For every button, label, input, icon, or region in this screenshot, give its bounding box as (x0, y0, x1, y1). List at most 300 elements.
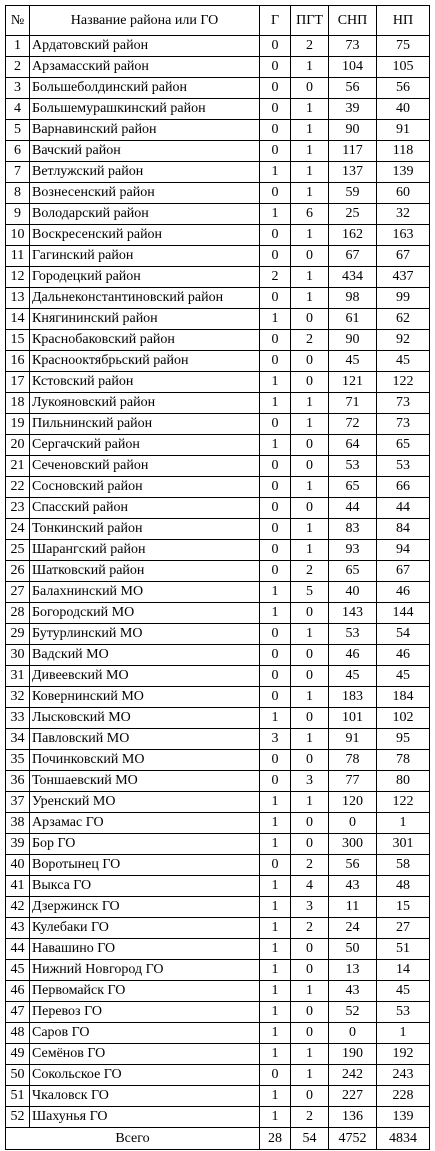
row-number: 19 (6, 414, 30, 435)
pgt-count: 0 (291, 603, 329, 624)
table-row (6, 540, 430, 561)
pgt-count: 1 (291, 981, 329, 1002)
snp-count: 77 (329, 771, 377, 792)
district-name: Ветлужский район (30, 162, 260, 183)
g-count: 0 (260, 750, 291, 771)
row-number: 51 (6, 1086, 30, 1107)
row-number: 42 (6, 897, 30, 918)
pgt-count: 5 (291, 582, 329, 603)
row-number: 6 (6, 141, 30, 162)
table-row (6, 183, 430, 204)
snp-count: 98 (329, 288, 377, 309)
table-row (6, 414, 430, 435)
pgt-count: 2 (291, 330, 329, 351)
table-row (6, 435, 430, 456)
g-count: 0 (260, 246, 291, 267)
district-name: Дальнеконстантиновский район (30, 288, 260, 309)
row-number: 39 (6, 834, 30, 855)
np-count: 15 (377, 897, 430, 918)
table-row (6, 267, 430, 288)
table-row (6, 666, 430, 687)
table-row (6, 141, 430, 162)
np-count: 118 (377, 141, 430, 162)
snp-count: 72 (329, 414, 377, 435)
np-count: 105 (377, 57, 430, 78)
district-name: Арзамас ГО (30, 813, 260, 834)
snp-count: 65 (329, 561, 377, 582)
np-count: 66 (377, 477, 430, 498)
table-row (6, 330, 430, 351)
total-label: Всего (6, 1128, 260, 1150)
snp-count: 39 (329, 99, 377, 120)
np-count: 45 (377, 351, 430, 372)
row-number: 34 (6, 729, 30, 750)
table-row (6, 225, 430, 246)
district-name: Сеченовский район (30, 456, 260, 477)
district-name: Большеболдинский район (30, 78, 260, 99)
snp-count: 300 (329, 834, 377, 855)
pgt-count: 1 (291, 519, 329, 540)
g-count: 0 (260, 57, 291, 78)
table-row (6, 687, 430, 708)
snp-count: 162 (329, 225, 377, 246)
district-name: Саров ГО (30, 1023, 260, 1044)
g-count: 1 (260, 1023, 291, 1044)
row-number: 46 (6, 981, 30, 1002)
snp-count: 136 (329, 1107, 377, 1128)
district-name: Первомайск ГО (30, 981, 260, 1002)
pgt-count: 1 (291, 288, 329, 309)
np-count: 45 (377, 666, 430, 687)
np-count: 122 (377, 792, 430, 813)
g-count: 0 (260, 477, 291, 498)
table-row (6, 519, 430, 540)
snp-count: 83 (329, 519, 377, 540)
row-number: 10 (6, 225, 30, 246)
row-number: 26 (6, 561, 30, 582)
snp-count: 93 (329, 540, 377, 561)
g-count: 0 (260, 1065, 291, 1086)
snp-count: 13 (329, 960, 377, 981)
snp-count: 73 (329, 36, 377, 57)
row-number: 41 (6, 876, 30, 897)
pgt-count: 0 (291, 351, 329, 372)
table-row (6, 918, 430, 939)
g-count: 0 (260, 330, 291, 351)
row-number: 52 (6, 1107, 30, 1128)
g-count: 0 (260, 288, 291, 309)
g-count: 1 (260, 960, 291, 981)
district-name: Балахнинский МО (30, 582, 260, 603)
pgt-count: 0 (291, 78, 329, 99)
district-name: Сосновский район (30, 477, 260, 498)
table-row (6, 372, 430, 393)
pgt-count: 2 (291, 918, 329, 939)
row-number: 22 (6, 477, 30, 498)
g-count: 1 (260, 162, 291, 183)
pgt-count: 3 (291, 771, 329, 792)
g-count: 1 (260, 792, 291, 813)
g-count: 0 (260, 498, 291, 519)
table-footer (6, 1128, 430, 1150)
district-name: Выкса ГО (30, 876, 260, 897)
district-name: Тонкинский район (30, 519, 260, 540)
row-number: 24 (6, 519, 30, 540)
pgt-count: 0 (291, 939, 329, 960)
table-row (6, 78, 430, 99)
district-name: Перевоз ГО (30, 1002, 260, 1023)
g-count: 0 (260, 456, 291, 477)
district-name: Гагинский район (30, 246, 260, 267)
g-count: 1 (260, 708, 291, 729)
row-number: 48 (6, 1023, 30, 1044)
pgt-count: 1 (291, 393, 329, 414)
snp-count: 44 (329, 498, 377, 519)
table-row (6, 897, 430, 918)
g-count: 0 (260, 183, 291, 204)
snp-count: 71 (329, 393, 377, 414)
row-number: 49 (6, 1044, 30, 1065)
district-name: Лысковский МО (30, 708, 260, 729)
np-count: 192 (377, 1044, 430, 1065)
header-district-name: Название района или ГО (30, 6, 260, 36)
np-count: 122 (377, 372, 430, 393)
g-count: 0 (260, 414, 291, 435)
pgt-count: 2 (291, 36, 329, 57)
np-count: 53 (377, 1002, 430, 1023)
snp-count: 43 (329, 981, 377, 1002)
np-count: 44 (377, 498, 430, 519)
table-row (6, 57, 430, 78)
total-pgt: 54 (291, 1128, 329, 1150)
snp-count: 64 (329, 435, 377, 456)
g-count: 0 (260, 351, 291, 372)
table-row (6, 876, 430, 897)
table-row (6, 1107, 430, 1128)
pgt-count: 0 (291, 1086, 329, 1107)
g-count: 1 (260, 435, 291, 456)
np-count: 95 (377, 729, 430, 750)
row-number: 3 (6, 78, 30, 99)
district-name: Семёнов ГО (30, 1044, 260, 1065)
header-pgt: ПГТ (291, 6, 329, 36)
g-count: 0 (260, 141, 291, 162)
district-name: Краснооктябрьский район (30, 351, 260, 372)
table-row (6, 246, 430, 267)
np-count: 78 (377, 750, 430, 771)
g-count: 0 (260, 771, 291, 792)
snp-count: 50 (329, 939, 377, 960)
table-row (6, 981, 430, 1002)
row-number: 14 (6, 309, 30, 330)
district-name: Спасский район (30, 498, 260, 519)
pgt-count: 0 (291, 435, 329, 456)
pgt-count: 1 (291, 540, 329, 561)
snp-count: 78 (329, 750, 377, 771)
pgt-count: 1 (291, 729, 329, 750)
snp-count: 61 (329, 309, 377, 330)
district-name: Сергачский район (30, 435, 260, 456)
row-number: 50 (6, 1065, 30, 1086)
snp-count: 56 (329, 78, 377, 99)
table-row (6, 855, 430, 876)
pgt-count: 1 (291, 792, 329, 813)
district-name: Варнавинский район (30, 120, 260, 141)
district-name: Тоншаевский МО (30, 771, 260, 792)
district-name: Богородский МО (30, 603, 260, 624)
g-count: 1 (260, 1002, 291, 1023)
row-number: 9 (6, 204, 30, 225)
district-name: Сокольское ГО (30, 1065, 260, 1086)
np-count: 14 (377, 960, 430, 981)
pgt-count: 0 (291, 666, 329, 687)
g-count: 0 (260, 99, 291, 120)
snp-count: 227 (329, 1086, 377, 1107)
table-row (6, 729, 430, 750)
header-np: НП (377, 6, 430, 36)
g-count: 1 (260, 876, 291, 897)
district-name: Княгининский район (30, 309, 260, 330)
district-name: Кстовский район (30, 372, 260, 393)
total-snp: 4752 (329, 1128, 377, 1150)
table-row (6, 162, 430, 183)
table-row (6, 1065, 430, 1086)
districts-table (5, 5, 430, 1150)
row-number: 12 (6, 267, 30, 288)
pgt-count: 0 (291, 456, 329, 477)
g-count: 2 (260, 267, 291, 288)
header-row (6, 6, 430, 36)
g-count: 1 (260, 834, 291, 855)
np-count: 73 (377, 393, 430, 414)
snp-count: 40 (329, 582, 377, 603)
row-number: 35 (6, 750, 30, 771)
pgt-count: 0 (291, 246, 329, 267)
district-name: Шарангский район (30, 540, 260, 561)
district-name: Вачский район (30, 141, 260, 162)
snp-count: 117 (329, 141, 377, 162)
table-row (6, 120, 430, 141)
table-row (6, 309, 430, 330)
pgt-count: 1 (291, 477, 329, 498)
row-number: 32 (6, 687, 30, 708)
pgt-count: 1 (291, 1044, 329, 1065)
district-name: Бор ГО (30, 834, 260, 855)
row-number: 21 (6, 456, 30, 477)
pgt-count: 0 (291, 1023, 329, 1044)
snp-count: 59 (329, 183, 377, 204)
np-count: 80 (377, 771, 430, 792)
g-count: 1 (260, 1086, 291, 1107)
table-row (6, 477, 430, 498)
g-count: 0 (260, 225, 291, 246)
district-name: Нижний Новгород ГО (30, 960, 260, 981)
snp-count: 101 (329, 708, 377, 729)
row-number: 5 (6, 120, 30, 141)
pgt-count: 1 (291, 267, 329, 288)
table-row (6, 561, 430, 582)
row-number: 30 (6, 645, 30, 666)
pgt-count: 1 (291, 687, 329, 708)
np-count: 67 (377, 561, 430, 582)
g-count: 1 (260, 204, 291, 225)
snp-count: 53 (329, 456, 377, 477)
snp-count: 11 (329, 897, 377, 918)
pgt-count: 0 (291, 498, 329, 519)
row-number: 27 (6, 582, 30, 603)
np-count: 58 (377, 855, 430, 876)
g-count: 0 (260, 36, 291, 57)
g-count: 1 (260, 309, 291, 330)
np-count: 94 (377, 540, 430, 561)
row-number: 23 (6, 498, 30, 519)
row-number: 7 (6, 162, 30, 183)
row-number: 33 (6, 708, 30, 729)
district-name: Починковский МО (30, 750, 260, 771)
pgt-count: 6 (291, 204, 329, 225)
table-row (6, 456, 430, 477)
row-number: 31 (6, 666, 30, 687)
np-count: 48 (377, 876, 430, 897)
np-count: 1 (377, 813, 430, 834)
np-count: 243 (377, 1065, 430, 1086)
total-g: 28 (260, 1128, 291, 1150)
snp-count: 25 (329, 204, 377, 225)
row-number: 16 (6, 351, 30, 372)
snp-count: 120 (329, 792, 377, 813)
snp-count: 43 (329, 876, 377, 897)
row-number: 17 (6, 372, 30, 393)
g-count: 1 (260, 1107, 291, 1128)
g-count: 0 (260, 78, 291, 99)
district-name: Ардатовский район (30, 36, 260, 57)
table-row (6, 498, 430, 519)
district-name: Городецкий район (30, 267, 260, 288)
row-number: 4 (6, 99, 30, 120)
district-name: Воротынец ГО (30, 855, 260, 876)
np-count: 75 (377, 36, 430, 57)
snp-count: 65 (329, 477, 377, 498)
pgt-count: 0 (291, 750, 329, 771)
np-count: 144 (377, 603, 430, 624)
snp-count: 434 (329, 267, 377, 288)
np-count: 45 (377, 981, 430, 1002)
snp-count: 45 (329, 351, 377, 372)
district-name: Шатковский район (30, 561, 260, 582)
row-number: 20 (6, 435, 30, 456)
district-name: Чкаловск ГО (30, 1086, 260, 1107)
g-count: 0 (260, 855, 291, 876)
g-count: 0 (260, 120, 291, 141)
table-row (6, 750, 430, 771)
snp-count: 56 (329, 855, 377, 876)
snp-count: 53 (329, 624, 377, 645)
snp-count: 0 (329, 813, 377, 834)
snp-count: 121 (329, 372, 377, 393)
pgt-count: 0 (291, 960, 329, 981)
district-name: Пильнинский район (30, 414, 260, 435)
np-count: 1 (377, 1023, 430, 1044)
row-number: 8 (6, 183, 30, 204)
pgt-count: 2 (291, 561, 329, 582)
pgt-count: 1 (291, 99, 329, 120)
g-count: 1 (260, 372, 291, 393)
g-count: 1 (260, 897, 291, 918)
g-count: 3 (260, 729, 291, 750)
pgt-count: 1 (291, 225, 329, 246)
row-number: 28 (6, 603, 30, 624)
snp-count: 0 (329, 1023, 377, 1044)
district-name: Володарский район (30, 204, 260, 225)
header-snp: СНП (329, 6, 377, 36)
snp-count: 24 (329, 918, 377, 939)
table-row (6, 99, 430, 120)
snp-count: 90 (329, 120, 377, 141)
g-count: 0 (260, 561, 291, 582)
snp-count: 46 (329, 645, 377, 666)
g-count: 1 (260, 813, 291, 834)
district-name: Краснобаковский район (30, 330, 260, 351)
table-row (6, 834, 430, 855)
snp-count: 190 (329, 1044, 377, 1065)
pgt-count: 4 (291, 876, 329, 897)
district-name: Кулебаки ГО (30, 918, 260, 939)
g-count: 1 (260, 393, 291, 414)
pgt-count: 0 (291, 645, 329, 666)
table-row (6, 1086, 430, 1107)
np-count: 46 (377, 582, 430, 603)
pgt-count: 1 (291, 1065, 329, 1086)
np-count: 54 (377, 624, 430, 645)
np-count: 56 (377, 78, 430, 99)
pgt-count: 0 (291, 1002, 329, 1023)
np-count: 46 (377, 645, 430, 666)
pgt-count: 1 (291, 141, 329, 162)
pgt-count: 1 (291, 57, 329, 78)
district-name: Дзержинск ГО (30, 897, 260, 918)
np-count: 102 (377, 708, 430, 729)
g-count: 0 (260, 687, 291, 708)
row-number: 11 (6, 246, 30, 267)
row-number: 13 (6, 288, 30, 309)
snp-count: 137 (329, 162, 377, 183)
table-header (6, 6, 430, 36)
np-count: 62 (377, 309, 430, 330)
np-count: 65 (377, 435, 430, 456)
np-count: 99 (377, 288, 430, 309)
g-count: 1 (260, 1044, 291, 1065)
np-count: 228 (377, 1086, 430, 1107)
district-name: Вознесенский район (30, 183, 260, 204)
table-row (6, 960, 430, 981)
row-number: 38 (6, 813, 30, 834)
pgt-count: 1 (291, 624, 329, 645)
total-np: 4834 (377, 1128, 430, 1150)
table-row (6, 939, 430, 960)
table-row (6, 288, 430, 309)
pgt-count: 1 (291, 183, 329, 204)
np-count: 163 (377, 225, 430, 246)
table-row (6, 1023, 430, 1044)
district-name: Павловский МО (30, 729, 260, 750)
pgt-count: 1 (291, 162, 329, 183)
np-count: 437 (377, 267, 430, 288)
np-count: 92 (377, 330, 430, 351)
row-number: 47 (6, 1002, 30, 1023)
g-count: 1 (260, 918, 291, 939)
table-row (6, 708, 430, 729)
district-name: Дивеевский МО (30, 666, 260, 687)
